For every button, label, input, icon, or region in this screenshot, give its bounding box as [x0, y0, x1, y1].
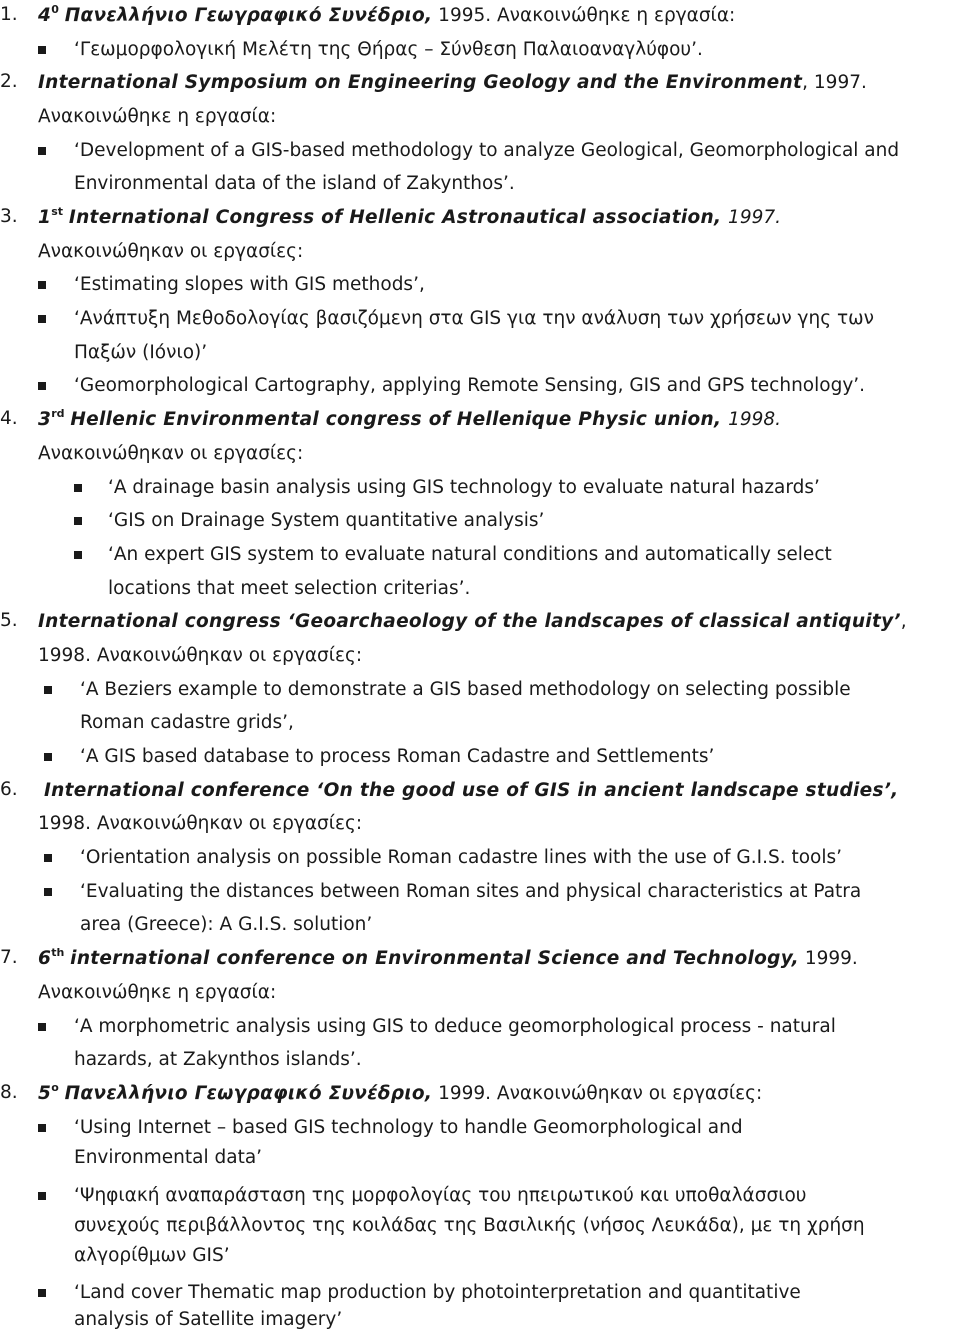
list-item-continued: area (Greece): A G.I.S. solution’	[80, 914, 373, 935]
list-item: ‘GIS on Drainage System quantitative analysis’	[108, 510, 545, 531]
list-item-continued: συνεχούς περιβάλλοντος της κοιλάδας της Βασιλικής (νήσος Λευκάδα), με τη χρήση	[74, 1215, 865, 1236]
list-item-continued: locations that meet selection criterias’.	[108, 578, 471, 599]
list-item: ‘A morphometric analysis using GIS to deduce geomorphological process - natural	[74, 1016, 836, 1037]
bullet-icon	[44, 854, 52, 862]
announcement: Ανακοινώθηκαν οι εργασίες:	[38, 443, 304, 464]
bullet-icon	[38, 281, 46, 289]
list-item: ‘Geomorphological Cartography, applying Remote Sensing, GIS and GPS technology’.	[74, 375, 866, 396]
bullet-icon	[74, 484, 82, 492]
bullet-icon	[38, 1124, 46, 1132]
bullet-icon	[74, 517, 82, 525]
item-heading: 5$^o$ Πανελλήνιο Γεωγραφικό Συνέδριο, 1999. Ανακοινώθηκαν οι εργασίες:	[38, 1081, 763, 1104]
list-item: ‘An expert GIS system to evaluate natural conditions and automatically select	[108, 544, 832, 565]
list-item-continued: Παξών (Ιόνιο)’	[74, 342, 208, 363]
item-number: 7.	[0, 947, 18, 968]
bullet-icon	[38, 1023, 46, 1031]
list-item: ‘Evaluating the distances between Roman sites and physical characteristics at Patra	[80, 881, 862, 902]
list-item-continued: Environmental data’	[74, 1147, 263, 1168]
list-item: ‘Γεωμορφολογική Μελέτη της Θήρας – Σύνθεση Παλαιοαναγλύφου’.	[74, 39, 703, 60]
item-heading: International congress ‘Geoarchaeology of the landscapes of classical antiquity’,	[38, 611, 907, 632]
list-item: ‘A Beziers example to demonstrate a GIS based methodology on selecting possible	[80, 679, 851, 700]
announcement: 1998. Ανακοινώθηκαν οι εργασίες:	[38, 645, 363, 666]
announcement: Ανακοινώθηκε η εργασία:	[38, 982, 277, 1003]
item-heading: International Symposium on Engineering Geology and the Environment, 1997.	[38, 72, 867, 93]
list-item-continued: analysis of Satellite imagery’	[74, 1309, 343, 1330]
bullet-icon	[38, 147, 46, 155]
item-number: 2.	[0, 71, 18, 92]
list-item-continued: Roman cadastre grids’,	[80, 712, 294, 733]
bullet-icon	[38, 1289, 46, 1297]
list-item-continued: αλγορίθμων GIS’	[74, 1245, 230, 1266]
item-number: 5.	[0, 610, 18, 631]
bullet-icon	[44, 753, 52, 761]
item-heading: 6th international conference on Environmental Science and Technology, 1999.	[38, 946, 858, 969]
list-item: ‘Ανάπτυξη Μεθοδολογίας βασιζόμενη στα GIS για την ανάλυση των χρήσεων γης των	[74, 308, 874, 329]
list-item: ‘Orientation analysis on possible Roman cadastre lines with the use of G.I.S. tools’	[80, 847, 843, 868]
list-item: ‘Development of a GIS-based methodology to analyze Geological, Geomorphological and	[74, 140, 900, 161]
bullet-icon	[38, 1192, 46, 1200]
item-number: 8.	[0, 1082, 18, 1103]
item-heading: $4^0$ Πανελλήνιο Γεωγραφικό Συνέδριο, 1995. Ανακοινώθηκε η εργασία:	[38, 3, 736, 26]
list-item: ‘Estimating slopes with GIS methods’,	[74, 274, 425, 295]
list-item-continued: Environmental data of the island of Zakynthos’.	[74, 173, 515, 194]
item-heading: 1st International Congress of Hellenic Astronautical association, 1997.	[38, 205, 782, 228]
bullet-icon	[38, 46, 46, 54]
announcement: Ανακοινώθηκε η εργασία:	[38, 106, 277, 127]
list-item: ‘Ψηφιακή αναπαράσταση της μορφολογίας του ηπειρωτικού και υποθαλάσσιου	[74, 1185, 807, 1206]
bullet-icon	[44, 686, 52, 694]
bullet-icon	[44, 888, 52, 896]
bullet-icon	[38, 315, 46, 323]
bullet-icon	[38, 382, 46, 390]
item-number: 1.	[0, 4, 18, 25]
item-number: 6.	[0, 779, 18, 800]
announcement: 1998. Ανακοινώθηκαν οι εργασίες:	[38, 813, 363, 834]
bullet-icon	[74, 551, 82, 559]
list-item: ‘Land cover Thematic map production by photointerpretation and quantitative	[74, 1282, 801, 1303]
item-heading: International conference ‘On the good use of GIS in ancient landscape studies’,	[44, 780, 899, 801]
announcement: Ανακοινώθηκαν οι εργασίες:	[38, 241, 304, 262]
list-item: ‘A GIS based database to process Roman Cadastre and Settlements’	[80, 746, 715, 767]
item-number: 4.	[0, 408, 18, 429]
item-number: 3.	[0, 206, 18, 227]
list-item-continued: hazards, at Zakynthos islands’.	[74, 1049, 362, 1070]
list-item: ‘Using Internet – based GIS technology to handle Geomorphological and	[74, 1117, 743, 1138]
list-item: ‘A drainage basin analysis using GIS technology to evaluate natural hazards’	[108, 477, 820, 498]
item-heading: 3rd Hellenic Environmental congress of Hellenique Physic union, 1998.	[38, 407, 782, 430]
